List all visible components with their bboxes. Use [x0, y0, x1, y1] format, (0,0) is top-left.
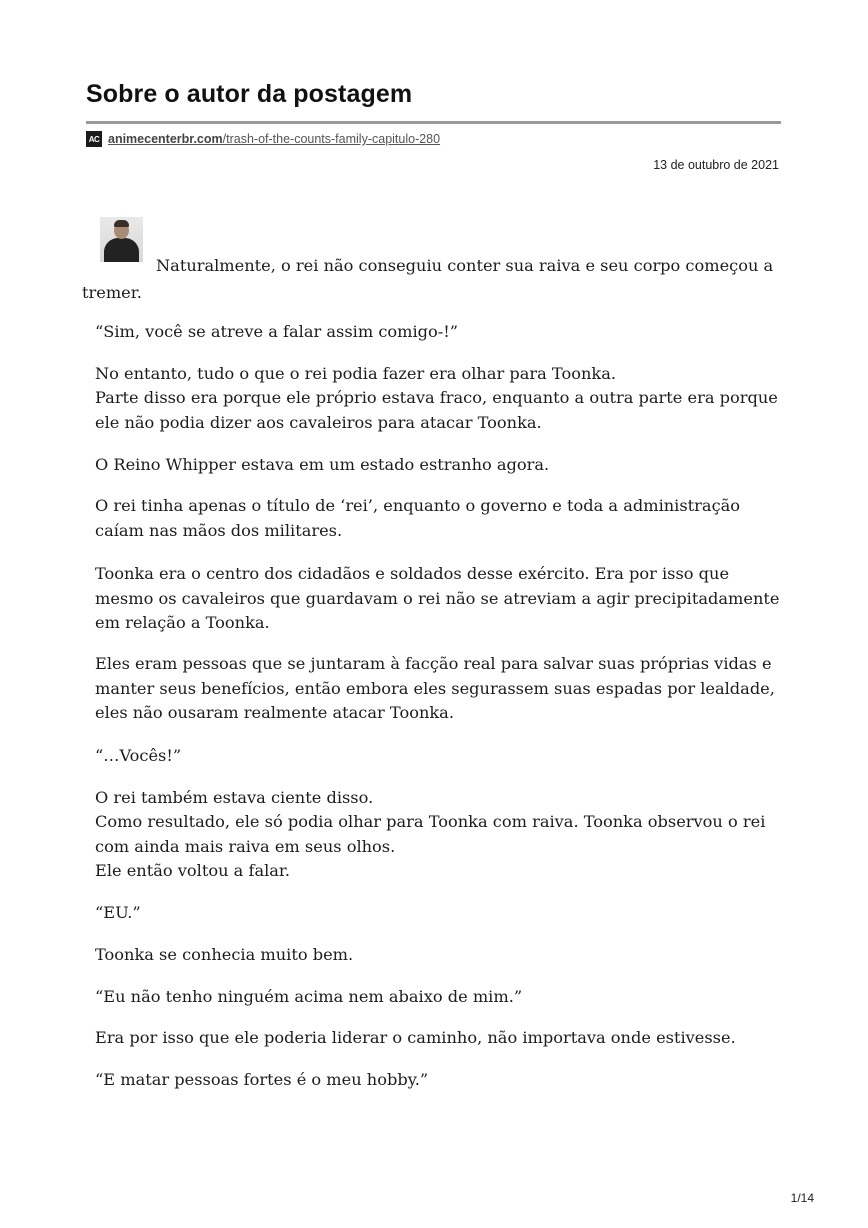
title-divider	[86, 121, 781, 124]
article-paragraph: Ele então voltou a falar.	[95, 861, 291, 880]
article-paragraph: Toonka era o centro dos cidadãos e soldados desse exército. Era por isso que mesmo os cavaleiros que guardavam o rei não se atreviam a agir precipitadamente em relação a Toonka.	[95, 564, 780, 632]
article-paragraph: Eles eram pessoas que se juntaram à facção real para salvar suas próprias vidas e manter seus benefícios, então embora eles segurassem suas espadas por lealdade, eles não ousaram realmente atacar Toonka.	[95, 654, 775, 722]
page-number: 1/14	[790, 1191, 814, 1205]
site-favicon-icon: AC	[86, 131, 102, 147]
article-paragraph: “Sim, você se atreve a falar assim comigo-!”	[95, 322, 459, 341]
article-paragraph: Naturalmente, o rei não conseguiu conter sua raiva e seu corpo começou a tremer.	[82, 256, 774, 302]
article-paragraph: “E matar pessoas fortes é o meu hobby.”	[95, 1070, 429, 1089]
source-domain: animecenterbr.com	[108, 132, 223, 146]
post-date: 13 de outubro de 2021	[653, 158, 779, 172]
article-paragraph: O rei tinha apenas o título de ‘rei’, enquanto o governo e toda a administração caíam nas mãos dos militares.	[95, 496, 741, 540]
article-paragraph: “EU.”	[95, 903, 141, 922]
article-paragraph: “Eu não tenho ninguém acima nem abaixo de mim.”	[95, 987, 523, 1006]
source-line	[86, 130, 440, 148]
article-paragraph: Parte disso era porque ele próprio estava fraco, enquanto a outra parte era porque ele não podia dizer aos cavaleiros para atacar Toonka.	[95, 388, 778, 432]
article-paragraph: Era por isso que ele poderia liderar o caminho, não importava onde estivesse.	[95, 1028, 736, 1047]
article-paragraph: O rei também estava ciente disso.	[95, 788, 374, 807]
article-paragraph: Toonka se conhecia muito bem.	[95, 945, 354, 964]
source-link[interactable]	[108, 132, 440, 146]
page-title: Sobre o autor da postagem	[86, 80, 413, 108]
article-paragraph: Como resultado, ele só podia olhar para Toonka com raiva. Toonka observou o rei com ainda mais raiva em seus olhos.	[95, 812, 766, 856]
article-paragraph: No entanto, tudo o que o rei podia fazer era olhar para Toonka.	[95, 364, 616, 383]
source-path: /trash-of-the-counts-family-capitulo-280	[222, 132, 441, 146]
article-paragraph: O Reino Whipper estava em um estado estranho agora.	[95, 455, 550, 474]
article-paragraph: “…Vocês!”	[95, 746, 182, 765]
